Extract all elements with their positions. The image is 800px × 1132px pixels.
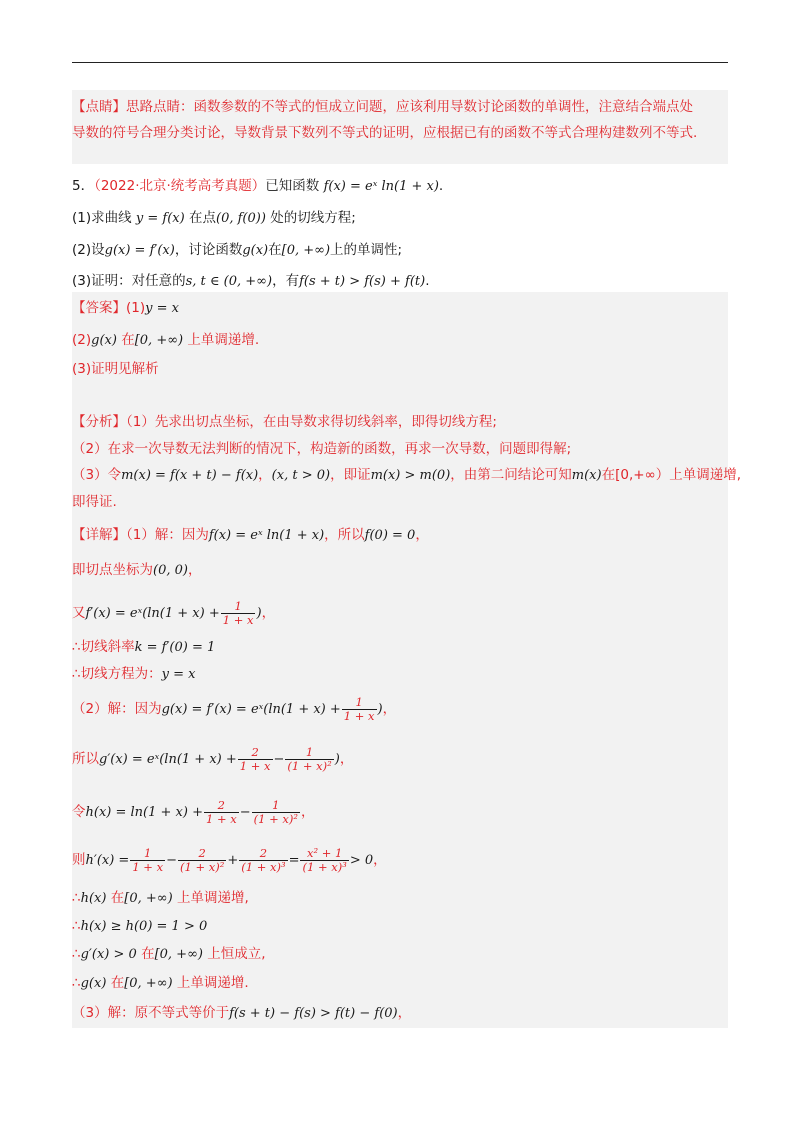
detail-14: （3）解：原不等式等价于f(s + t) − f(s) > f(t) − f(0)， [72, 1005, 412, 1021]
detail-12: ∴g′(x) > 0 在[0, +∞) 上恒成立, [72, 946, 266, 962]
question-1: (1)求曲线 y = f(x) 在点(0, f(0)) 处的切线方程; [72, 210, 356, 226]
analysis-4: 即得证. [72, 494, 117, 510]
detail-4: ∴切线斜率k = f′(0) = 1 [72, 639, 216, 655]
analysis-2: （2）在求一次导数无法判断的情况下，构造新的函数，再求一次导数，问题即得解; [72, 441, 572, 457]
detail-6: （2）解：因为g(x) = f′(x) = eˣ(ln(1 + x) + $\frac{1}{1 + x}$ )， [72, 694, 397, 723]
fraction: $\frac{\text{x² + 1}}{\text{(1 + x)³}}$ [302, 845, 347, 874]
fraction: $\frac{2}{\text{(1 + x)³}}$ [241, 845, 286, 874]
detail-10: ∴h(x) 在[0, +∞) 上单调递增, [72, 890, 249, 906]
answer-1: 【答案】(1)y = x [72, 300, 179, 316]
fraction: $\frac{2}{1 + x}$ [205, 797, 237, 826]
fraction: $\frac{2}{1 + x}$ [239, 744, 271, 773]
detail-11: ∴h(x) ≥ h(0) = 1 > 0 [72, 918, 208, 934]
detail-13: ∴g(x) 在[0, +∞) 上单调递增. [72, 975, 249, 991]
detail-1: 【详解】（1）解：因为f(x) = eˣ ln(1 + x)，所以f(0) = 0， [72, 527, 429, 543]
detail-8: 令h(x) = ln(1 + x) + $\frac{2}{1 + x}$ − $\frac{1}{\text{(1 + x)²}}$ ， [72, 797, 315, 826]
fraction: $\frac{1}{\text{(1 + x)²}}$ [253, 797, 298, 826]
fraction: $\frac{1}{1 + x}$ [222, 598, 254, 627]
detail-5: ∴切线方程为：y = x [72, 666, 196, 682]
fraction: $\frac{1}{\text{(1 + x)²}}$ [287, 744, 332, 773]
analysis-3: （3）令m(x) = f(x + t) − f(x)，(x, t > 0)，即证m(x) > m(0)，由第二问结论可知m(x)在[0,+∞）上单调递增, [72, 467, 742, 483]
problem-stem: 5．（2022·北京·统考高考真题）已知函数 f(x) = eˣ ln(1 + x). [72, 178, 444, 194]
tip-line-1: 【点睛】思路点睛：函数参数的不等式的恒成立问题，应该利用导数讨论函数的单调性，注意结合端点处 [72, 99, 693, 115]
detail-3: 又f′(x) = eˣ(ln(1 + x) + $\frac{1}{1 + x}$ )， [72, 598, 276, 627]
tip-line-2: 导数的符号合理分类讨论，导数背景下数列不等式的证明，应根据已有的函数不等式合理构建数列不等式. [72, 125, 698, 141]
analysis-1: 【分析】（1）先求出切点坐标，在由导数求得切线斜率，即得切线方程; [72, 414, 497, 430]
answer-2: (2)g(x) 在[0, +∞) 上单调递增. [72, 332, 260, 348]
question-3: (3)证明：对任意的s, t ∈ (0, +∞)，有f(s + t) > f(s) + f(t). [72, 273, 430, 289]
header-rule [72, 62, 728, 63]
detail-9: 则h′(x) = $\frac{1}{1 + x}$ − $\frac{2}{\text{(1 + x)²}}$ + $\frac{2}{\text{(1 + x)³}}$ = $\frac{\text{x² + 1}}{\text{(1 + x)³}}$ > 0， [72, 845, 387, 874]
question-2: (2)设g(x) = f′(x)，讨论函数g(x)在[0, +∞)上的单调性; [72, 242, 403, 258]
fraction: $\frac{1}{1 + x}$ [132, 845, 164, 874]
answer-3: (3)证明见解析 [72, 361, 159, 377]
fraction: $\frac{1}{1 + x}$ [343, 694, 375, 723]
detail-2: 即切点坐标为(0, 0)， [72, 562, 202, 578]
fraction: $\frac{2}{\text{(1 + x)²}}$ [179, 845, 225, 874]
detail-7: 所以g′(x) = eˣ(ln(1 + x) + $\frac{2}{1 + x}$ − $\frac{1}{\text{(1 + x)²}}$ )， [72, 744, 354, 773]
